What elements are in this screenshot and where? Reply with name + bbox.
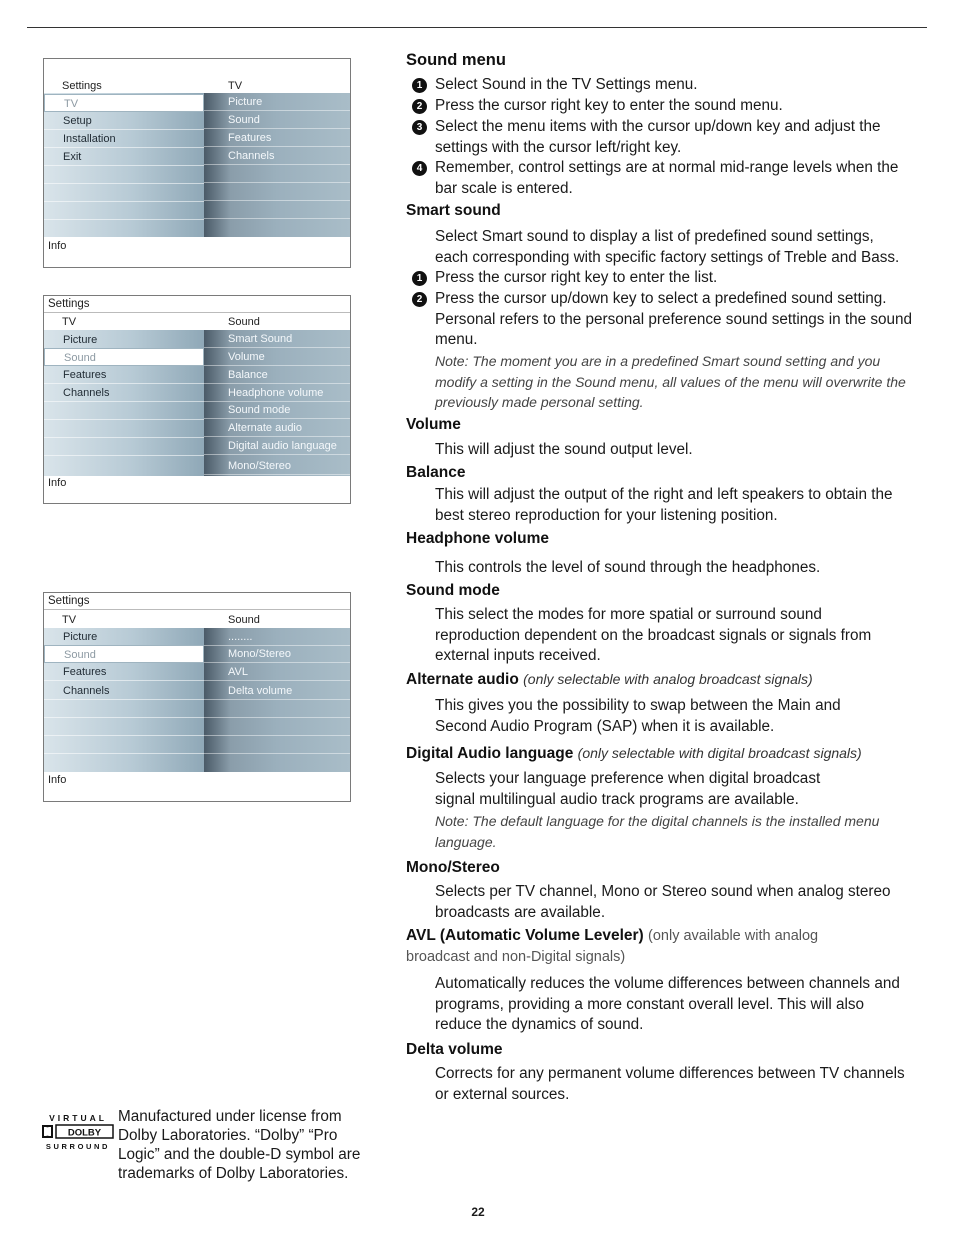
menu-left-item[interactable]: Channels: [44, 384, 204, 402]
menu-left-empty-row: [44, 736, 204, 754]
menu-left-empty-row: [44, 402, 204, 420]
menu-screenshot-sound: [43, 295, 351, 504]
menu-right-item[interactable]: Channels: [204, 147, 350, 165]
menu-left-empty-row: [44, 438, 204, 456]
menu-right-item[interactable]: AVL: [204, 663, 350, 681]
smart-sound-intro: Select Smart sound to display a list of predefined sound settings, each corresponding with specific factory settings of Treble and Bass.: [435, 228, 900, 266]
menu-left-item[interactable]: Sound: [44, 645, 204, 663]
menu-left-item[interactable]: Features: [44, 366, 204, 384]
alternate-audio-text: This gives you the possibility to swap between the Main and Second Audio Program (SAP) when it is available.: [435, 697, 841, 735]
alternate-audio-title: Alternate audio: [406, 671, 519, 688]
step-text: Select Sound in the TV Settings menu.: [435, 76, 698, 93]
menu-screenshot-settings: [43, 58, 351, 268]
headphone-volume-text: This controls the level of sound through the headphones.: [435, 559, 821, 576]
page-number: 22: [471, 1205, 485, 1219]
menu-right-empty-row: [204, 201, 350, 219]
menu-right-item[interactable]: Smart Sound: [204, 330, 350, 348]
step-number-badge: 4: [412, 161, 427, 176]
menu-info-label: Info: [48, 774, 67, 786]
menu-left-item[interactable]: Setup: [44, 112, 204, 130]
menu-left-item[interactable]: Picture: [44, 628, 204, 646]
menu-right-header: Sound: [228, 316, 260, 328]
step-text: Press the cursor right key to enter the list.: [435, 269, 718, 286]
sound-mode-heading: Sound mode: [406, 582, 500, 599]
menu-left-empty-row: [44, 184, 204, 202]
digital-audio-title: Digital Audio language: [406, 745, 574, 762]
step-number-badge: 2: [412, 292, 427, 307]
menu-left-item[interactable]: Picture: [44, 331, 204, 349]
menu-left-empty-row: [44, 420, 204, 438]
menu-left-item[interactable]: Channels: [44, 682, 204, 700]
menu-left-header: TV: [62, 316, 77, 328]
step-text: Press the cursor right key to enter the sound menu.: [435, 97, 783, 114]
menu-title: Settings: [44, 593, 350, 610]
smart-sound-note: Note: The moment you are in a predefined Smart sound setting and you modify a setting in the Sound menu, all values of the menu will overwrite the previously made personal setting.: [435, 353, 906, 410]
menu-right-item[interactable]: Volume: [204, 348, 350, 366]
menu-right-panel: [204, 628, 350, 772]
digital-audio-text: Selects your language preference when digital broadcast signal multilingual audio track programs are available.: [435, 770, 821, 808]
svg-text:VIRTUAL: VIRTUAL: [49, 1113, 107, 1123]
dolby-virtual-surround-logo: [42, 1112, 114, 1152]
smart-sound-heading: Smart sound: [406, 202, 501, 219]
menu-right-panel: [204, 93, 350, 237]
menu-left-item[interactable]: Sound: [44, 348, 204, 366]
avl-title: AVL (Automatic Volume Leveler): [406, 927, 644, 944]
menu-right-empty-row: [204, 718, 350, 736]
menu-left-header: TV: [62, 614, 77, 626]
avl-text: Automatically reduces the volume differences between channels and programs, providing a more constant overall level. This will also reduce the dynamics of sound.: [435, 975, 900, 1033]
menu-info-label: Info: [48, 477, 67, 489]
digital-audio-note: Note: The default language for the digital channels is the installed menu language.: [435, 813, 880, 850]
svg-text:DOLBY: DOLBY: [67, 1127, 102, 1139]
menu-left-item[interactable]: Installation: [44, 130, 204, 148]
step-text: Remember, control settings are at normal mid-range levels when the bar scale is entered.: [435, 159, 899, 197]
delta-volume-text: Corrects for any permanent volume differences between TV channels or external sources.: [435, 1065, 905, 1103]
headphone-volume-heading: Headphone volume: [406, 530, 549, 547]
menu-right-item[interactable]: Mono/Stereo: [204, 645, 350, 663]
menu-left-empty-row: [44, 718, 204, 736]
menu-left-item[interactable]: Exit: [44, 148, 204, 166]
menu-left-item[interactable]: TV: [44, 94, 204, 112]
top-rule: [27, 27, 927, 28]
step-number-badge: 2: [412, 99, 427, 114]
step-text: Select the menu items with the cursor up/down key and adjust the settings with the cursor left/right key.: [435, 118, 881, 156]
mono-stereo-text: Selects per TV channel, Mono or Stereo sound when analog stereo broadcasts are available.: [435, 883, 891, 921]
menu-left-panel: [44, 330, 204, 476]
menu-right-empty-row: [204, 165, 350, 183]
volume-text: This will adjust the sound output level.: [435, 441, 693, 458]
avl-qualifier-continued: broadcast and non-Digital signals): [406, 949, 626, 965]
menu-right-empty-row: [204, 736, 350, 754]
menu-right-item[interactable]: Alternate audio: [204, 419, 350, 437]
menu-left-empty-row: [44, 700, 204, 718]
alternate-audio-qualifier: (only selectable with analog broadcast signals): [523, 671, 813, 687]
menu-right-item[interactable]: Sound: [204, 111, 350, 129]
svg-text:SURROUND: SURROUND: [45, 1142, 111, 1151]
menu-right-item[interactable]: Picture: [204, 93, 350, 111]
menu-title: Settings: [44, 296, 350, 313]
digital-audio-qualifier: (only selectable with digital broadcast signals): [577, 745, 862, 761]
menu-right-item[interactable]: Features: [204, 129, 350, 147]
menu-left-empty-row: [44, 202, 204, 220]
balance-heading: Balance: [406, 464, 466, 481]
menu-right-item[interactable]: Sound mode: [204, 401, 350, 419]
menu-right-item[interactable]: Delta volume: [204, 682, 350, 700]
step-number-badge: 1: [412, 271, 427, 286]
menu-right-item[interactable]: ........: [204, 628, 350, 646]
step-number-badge: 3: [412, 120, 427, 135]
menu-right-item[interactable]: Balance: [204, 366, 350, 384]
menu-left-panel: [44, 93, 204, 237]
mono-stereo-heading: Mono/Stereo: [406, 859, 500, 876]
avl-qualifier: (only available with analog: [648, 928, 819, 944]
digital-audio-heading: [406, 743, 862, 764]
menu-info-label: Info: [48, 240, 67, 252]
delta-volume-heading: Delta volume: [406, 1041, 503, 1058]
avl-heading: [406, 926, 818, 946]
menu-screenshot-sound-scrolled: [43, 592, 351, 802]
menu-left-panel: [44, 628, 204, 772]
balance-text: This will adjust the output of the right and left speakers to obtain the best stereo reproduction for your listening position.: [435, 486, 893, 524]
sound-mode-text: This select the modes for more spatial or surround sound reproduction dependent on the broadcast signals or signals from external inputs received.: [435, 606, 872, 664]
volume-heading: Volume: [406, 416, 461, 433]
menu-right-item[interactable]: Headphone volume: [204, 384, 350, 402]
menu-right-empty-row: [204, 183, 350, 201]
menu-left-empty-row: [44, 166, 204, 184]
menu-right-item[interactable]: Digital audio language: [204, 437, 350, 455]
menu-left-header: Settings: [62, 80, 102, 92]
menu-right-header: Sound: [228, 614, 260, 626]
menu-left-item[interactable]: Features: [44, 663, 204, 681]
menu-right-item[interactable]: Mono/Stereo: [204, 457, 350, 475]
sound-menu-heading: Sound menu: [406, 51, 506, 69]
menu-right-panel: [204, 330, 350, 476]
menu-right-empty-row: [204, 700, 350, 718]
menu-right-header: TV: [228, 80, 243, 92]
step-text: Press the cursor up/down key to select a predefined sound setting. Personal refers to the personal preference sound settings in the sound menu.: [435, 290, 913, 348]
alternate-audio-heading: [406, 669, 813, 690]
step-number-badge: 1: [412, 78, 427, 93]
dolby-license-text: Manufactured under license from Dolby Laboratories. “Dolby” “Pro Logic” and the double-D symbol are trademarks of Dolby Laboratories.: [118, 1108, 361, 1182]
